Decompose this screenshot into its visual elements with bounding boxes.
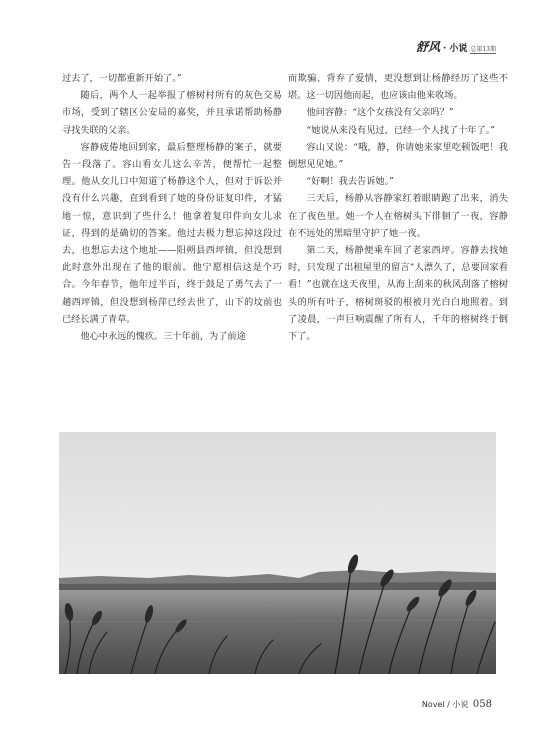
paragraph: 三天后，杨静从容静家红着眼睛跑了出来，消失在了夜色里。她一个人在榕树头下徘徊了一夜，容静在不远处的黑暗里守护了她一夜。 (288, 193, 508, 239)
paragraph: 他心中永远的愧疚。三十年前，为了前途 (80, 331, 246, 343)
paragraph: 容山又说：“哦，静，你请她来家里吃顿饭吧！我倒想见见她。” (288, 141, 508, 171)
magazine-title: 舒风 (416, 40, 441, 54)
paragraph: “她说从来没有见过，已经一个人找了十年了。” (306, 124, 495, 136)
paragraph: 容静疲倦地回到家，最后整理杨静的案子，就要告一段落了。容山看女儿这么辛苦，便帮忙一起整理。他从女儿口中知道了杨静这个人，但对于诉讼并没有什么兴趣，直到看到了她的身份证复印件，才猛地一惊，意识到了些什么！他拿着复印件向女儿求证，得到的是确切的答案。他过去极力想忘掉这段过去，也想忘去这个地址——阳朔县西坪镇，但没想到此时意外出现在了他的眼前。他宁愿相信这是个巧合。今年春节，他年过半百，终于鼓足了勇气去了一趟西坪镇，但没想到杨萍已经去世了，山下的坟前也已经长满了青草。 (62, 141, 282, 325)
paragraph: “好啊！我去告诉她。” (306, 176, 394, 188)
issue-number: 总第13期 (470, 46, 496, 53)
page-footer (422, 699, 492, 710)
page-number: 058 (472, 699, 492, 710)
paragraph: 而欺骗、背弃了爱情，更没想到让杨静经历了这些不堪。这一切因他而起，也应该由他来收场。 (288, 73, 508, 102)
section-label: · 小说 (443, 44, 468, 54)
lake-reeds-photo (59, 432, 496, 674)
left-column (62, 70, 282, 345)
paragraph: 过去了，一切都重新开始了。” (62, 73, 182, 84)
footer-label: Novel / 小说 (421, 700, 469, 709)
paragraph: 随后，两个人一起举报了榕树村所有的灰色交易市场，受到了辖区公安局的嘉奖，并且承诺帮助杨静寻找失联的父亲。 (62, 90, 282, 136)
paragraph: 第二天，杨静便乘车回了老家西坪。容静去找她时，只发现了出租屋里的留言“人漂久了，总要回家看看！”也就在这天夜里，从海上刮来的秋风刮落了榕树头的所有叶子，榕树斑驳的根被月光白白地照着。到了凌晨，一声巨响震醒了所有人，千年的榕树终于倒下了。 (288, 245, 508, 343)
page-header (416, 38, 496, 55)
right-column (288, 70, 508, 345)
paragraph: 他问容静：“这个女孩没有父亲吗？” (306, 107, 454, 119)
